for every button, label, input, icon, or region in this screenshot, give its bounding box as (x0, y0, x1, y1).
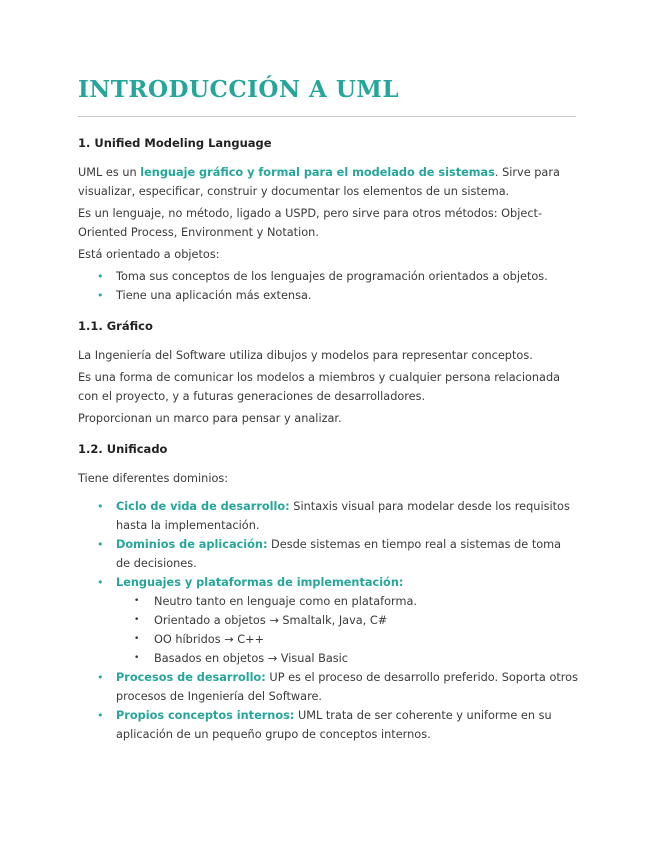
term: Propios conceptos internos: (116, 709, 295, 722)
list-item (78, 573, 578, 668)
text: Desde sistemas en tiempo real a sistemas de toma de decisiones. (116, 538, 562, 570)
list-item (78, 706, 578, 744)
term: Procesos de desarrollo: (116, 671, 266, 684)
text: . Sirve para visualizar, especificar, construir y documentar los elementos de un sistema. (78, 166, 560, 198)
sub-list-item: • Basados en objetos → Visual Basic (116, 649, 578, 668)
document-body (78, 134, 578, 744)
paragraph-uml-method: Es un lenguaje, no método, ligado a USPD, pero sirve para otros métodos: Object-Oriented Process, Environment y Notation. (78, 207, 543, 239)
page-title: INTRODUCCIÓN A UML (78, 76, 400, 103)
list-item: • Toma sus conceptos de los lenguajes de programación orientados a objetos. (78, 267, 578, 286)
paragraph: Es una forma de comunicar los modelos a miembros y cualquier persona relacionada con el proyecto, y a futuras generaciones de desarrolladores. (78, 371, 561, 403)
section-heading-1-1: 1.1. Gráfico (78, 319, 153, 333)
sub-bullet-list (116, 592, 578, 668)
bullet-list-domains (78, 497, 578, 744)
paragraph: Tiene diferentes dominios: (78, 472, 229, 485)
paragraph: Proporcionan un marco para pensar y analizar. (78, 412, 342, 425)
term: Ciclo de vida de desarrollo: (116, 500, 290, 513)
section-heading-1: 1. Unified Modeling Language (78, 136, 272, 150)
list-item: • Tiene una aplicación más extensa. (78, 286, 578, 305)
text: UML es un (78, 166, 141, 179)
highlight-text: lenguaje gráfico y formal para el modelado de sistemas (140, 166, 495, 179)
sub-list-item: • Orientado a objetos → Smaltalk, Java, C# (116, 611, 578, 630)
term: Dominios de aplicación: (116, 538, 268, 551)
paragraph: La Ingeniería del Software utiliza dibujos y modelos para representar conceptos. (78, 349, 533, 362)
paragraph-uml-definition (78, 163, 578, 201)
paragraph-oo: Está orientado a objetos: (78, 248, 220, 261)
sub-list-item: • OO híbridos → C++ (116, 630, 578, 649)
text: UP es el proceso de desarrollo preferido. Soporta otros procesos de Ingeniería del Software. (116, 671, 578, 703)
list-item (78, 497, 578, 535)
text: Sintaxis visual para modelar desde los requisitos hasta la implementación. (116, 500, 570, 532)
bullet-list-oo (78, 267, 578, 305)
text: UML trata de ser coherente y uniforme en su aplicación de un pequeño grupo de conceptos internos. (116, 709, 552, 741)
term: Lenguajes y plataformas de implementación: (116, 576, 404, 589)
sub-list-item: • Neutro tanto en lenguaje como en plataforma. (116, 592, 578, 611)
section-heading-1-2: 1.2. Unificado (78, 442, 168, 456)
list-item (78, 668, 578, 706)
list-item (78, 535, 578, 573)
title-divider (78, 116, 576, 117)
